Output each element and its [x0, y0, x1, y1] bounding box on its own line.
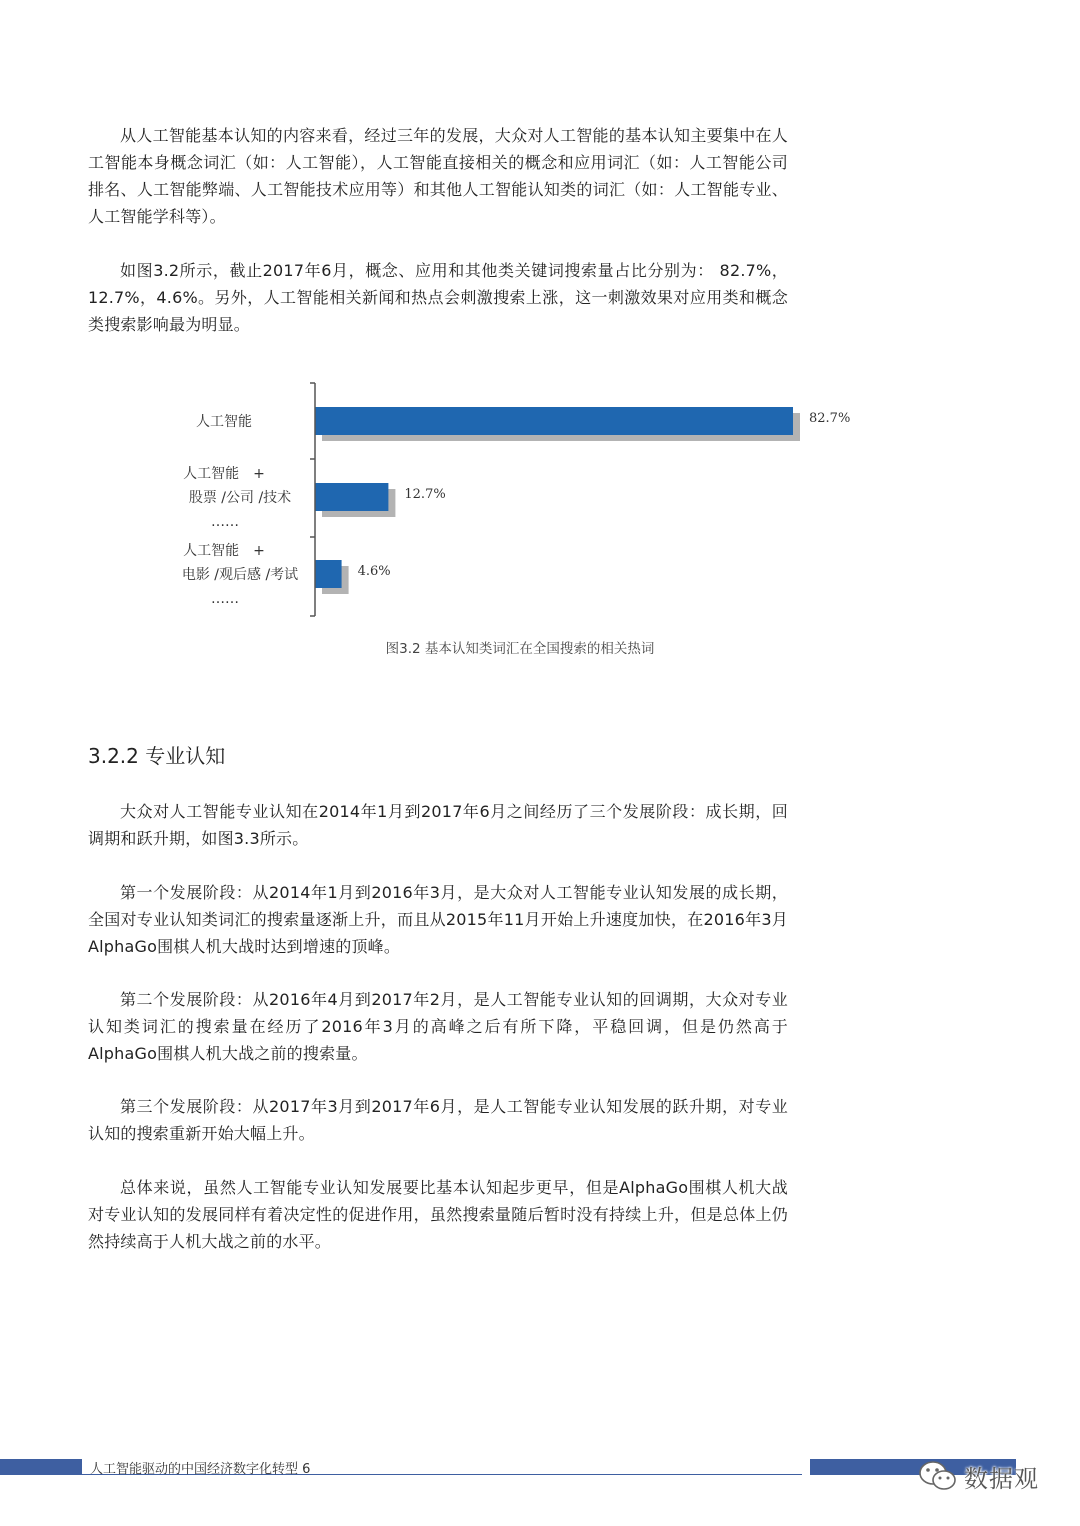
- watermark-text: 数据观: [964, 1464, 1039, 1493]
- value-label: 4.6%: [357, 564, 391, 579]
- paragraph-stage-two: 第二个发展阶段：从2016年4月到2017年2月，是人工智能专业认知的回调期，大众对专业认知类词汇的搜索量在经历了2016年3月的高峰之后有所下降，平稳回调，但是仍然高于AlphaGo围棋人机大战之前的搜索量。: [88, 990, 788, 1063]
- figure-caption: 图3.2 基本认知类词汇在全国搜索的相关热词: [385, 641, 655, 657]
- wechat-icon: [918, 1459, 958, 1493]
- watermark: [918, 1456, 1039, 1496]
- value-label: 12.7%: [404, 487, 446, 502]
- category-label: 股票 /公司 /技术: [188, 490, 292, 506]
- bar-chart: [140, 375, 880, 625]
- bar: [315, 483, 388, 511]
- footer-bar-left: [0, 1459, 82, 1475]
- paragraph-stage-one: 第一个发展阶段：从2014年1月到2016年3月，是大众对人工智能专业认知发展的成长期，全国对专业认知类词汇的搜索量逐渐上升，而且从2015年11月开始上升速度加快，在2016年3月AlphaGo围棋人机大战时达到增速的顶峰。: [88, 883, 788, 956]
- category-label: ……: [211, 591, 239, 607]
- paragraph-summary: 总体来说，虽然人工智能专业认知发展要比基本认知起步更早，但是AlphaGo围棋人机大战对专业认知的发展同样有着决定性的促进作用，虽然搜索量随后暂时没有持续上升，但是总体上仍然持续高于人机大战之前的水平。: [88, 1178, 788, 1251]
- paragraph-figure-summary: 如图3.2所示，截止2017年6月，概念、应用和其他类关键词搜索量占比分别为： 82.7%，12.7%，4.6%。另外，人工智能相关新闻和热点会刺激搜索上涨，这一刺激效果对应用类和概念类搜索影响最为明显。: [88, 261, 788, 334]
- paragraph-stages-intro: 大众对人工智能专业认知在2014年1月到2017年6月之间经历了三个发展阶段：成长期，回调期和跃升期，如图3.3所示。: [88, 802, 788, 848]
- category-label: 人工智能 +: [183, 466, 265, 482]
- bar: [315, 560, 342, 588]
- bar: [315, 407, 793, 435]
- paragraph-stage-three: 第三个发展阶段：从2017年3月到2017年6月，是人工智能专业认知发展的跃升期，对专业认知的搜索重新开始大幅上升。: [88, 1097, 788, 1143]
- value-label: 82.7%: [809, 411, 851, 426]
- category-label: 电影 /观后感 /考试: [181, 567, 299, 583]
- section-heading: 3.2.2 专业认知: [88, 744, 226, 768]
- category-label: ……: [211, 514, 239, 530]
- paragraph-basic-cognition: 从人工智能基本认知的内容来看，经过三年的发展，大众对人工智能的基本认知主要集中在人工智能本身概念词汇（如：人工智能），人工智能直接相关的概念和应用词汇（如：人工智能公司排名、人工智能弊端、人工智能技术应用等）和其他人工智能认知类的词汇（如：人工智能专业、人工智能学科等）。: [88, 126, 788, 226]
- category-label: 人工智能 +: [183, 543, 265, 559]
- category-label: 人工智能: [196, 414, 252, 430]
- footer-text: 人工智能驱动的中国经济数字化转型 6: [90, 1462, 311, 1477]
